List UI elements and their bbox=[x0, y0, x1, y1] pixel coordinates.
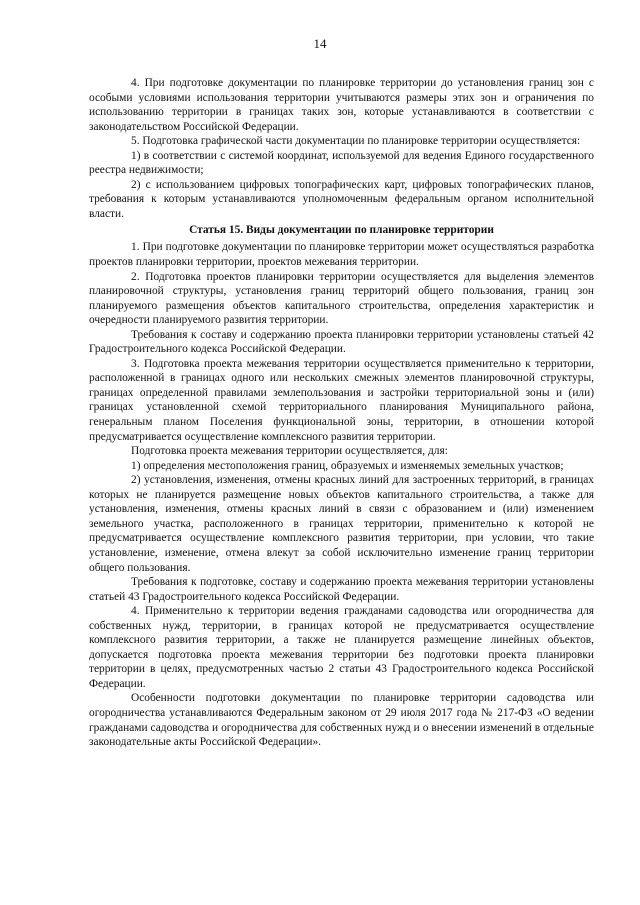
paragraph: Особенности подготовки документации по планировке территории садоводства или огородничества устанавливаются Федеральным законом от 29 июля 2017 года № 217-ФЗ «О ведении гражданами садоводства и огородничества для собственных нужд и о внесении изменений в отдельные законодательные акты Российской Федерации». bbox=[89, 692, 594, 749]
paragraph: 5. Подготовка графической части документации по планировке территории осуществляется: bbox=[131, 135, 581, 148]
paragraph: 2. Подготовка проектов планировки территории осуществляется для выделения элементов планировочной структуры, установления границ территорий общего пользования, границ зон планируемого размещения объектов капитального строительства, определения характеристик и очередности планируемого развития территории. bbox=[89, 270, 594, 327]
paragraph: Требования к подготовке, составу и содержанию проекта межевания территории установлены статьей 43 Градостроительного кодекса Российской Федерации. bbox=[89, 576, 594, 603]
paragraph: 4. При подготовке документации по планировке территории до установления границ зон с особыми условиями использования территории учитываются размеры этих зон и ограничения по использованию территории в границах таких зон, которые устанавливаются в соответствии с законодательством Российской Федерации. bbox=[89, 77, 594, 133]
paragraph: 1. При подготовке документации по планировке территории может осуществляться разработка проектов планировки территории, проектов межевания территории. bbox=[89, 241, 594, 269]
paragraph: 3. Подготовка проекта межевания территории осуществляется применительно к территории, расположенной в границах одного или нескольких смежных элементов планировочной структуры, границах определенной правилами землепользования и застройки территориальной зоны и (или) границах установленной схемой территориального планирования Муниципального района, генеральным планом Поселения функциональной зоны, территории, в отношении которой предусматривается осуществление комплексного развития территории. bbox=[89, 357, 594, 443]
paragraph: 1) в соответствии с системой координат, используемой для ведения Единого государственного реестра недвижимости; bbox=[89, 149, 594, 177]
paragraph: 2) с использованием цифровых топографических карт, цифровых топографических планов, требования к которым устанавливаются уполномоченным федеральным органом исполнительной власти. bbox=[89, 178, 594, 220]
document-body bbox=[89, 76, 594, 750]
paragraph: 4. Применительно к территории ведения гражданами садоводства или огородничества для собственных нужд, территории, в границах которой не предусматривается осуществление комплексного развития территории, а также не планируется размещение линейных объектов, допускается подготовка проекта межевания территории без подготовки проекта планировки территории в целях, предусмотренных частью 2 статьи 43 Градостроительного кодекса Российской Федерации. bbox=[89, 605, 594, 690]
article-heading: Статья 15. Виды документации по планировке территории bbox=[189, 224, 494, 237]
paragraph: 2) установления, изменения, отмены красных линий для застроенных территорий, в границах которых не планируется размещение новых объектов капитального строительства, а также для установления, изменения, отмены красных линий в связи с образованием и (или) изменением земельного участка, расположенного в границах территории, применительно к которой не предусматривается осуществление комплексного развития территории, при условии, что такие установление, изменение, отмена влекут за собой исключительно изменение границ территории общего пользования. bbox=[89, 474, 594, 574]
page-number: 14 bbox=[313, 36, 327, 51]
paragraph: 1) определения местоположения границ, образуемых и изменяемых земельных участков; bbox=[131, 459, 564, 472]
paragraph: Подготовка проекта межевания территории осуществляется, для: bbox=[131, 445, 448, 458]
paragraph: Требования к составу и содержанию проекта планировки территории установлены статьей 42 Градостроительного кодекса Российской Федерации. bbox=[89, 328, 594, 356]
